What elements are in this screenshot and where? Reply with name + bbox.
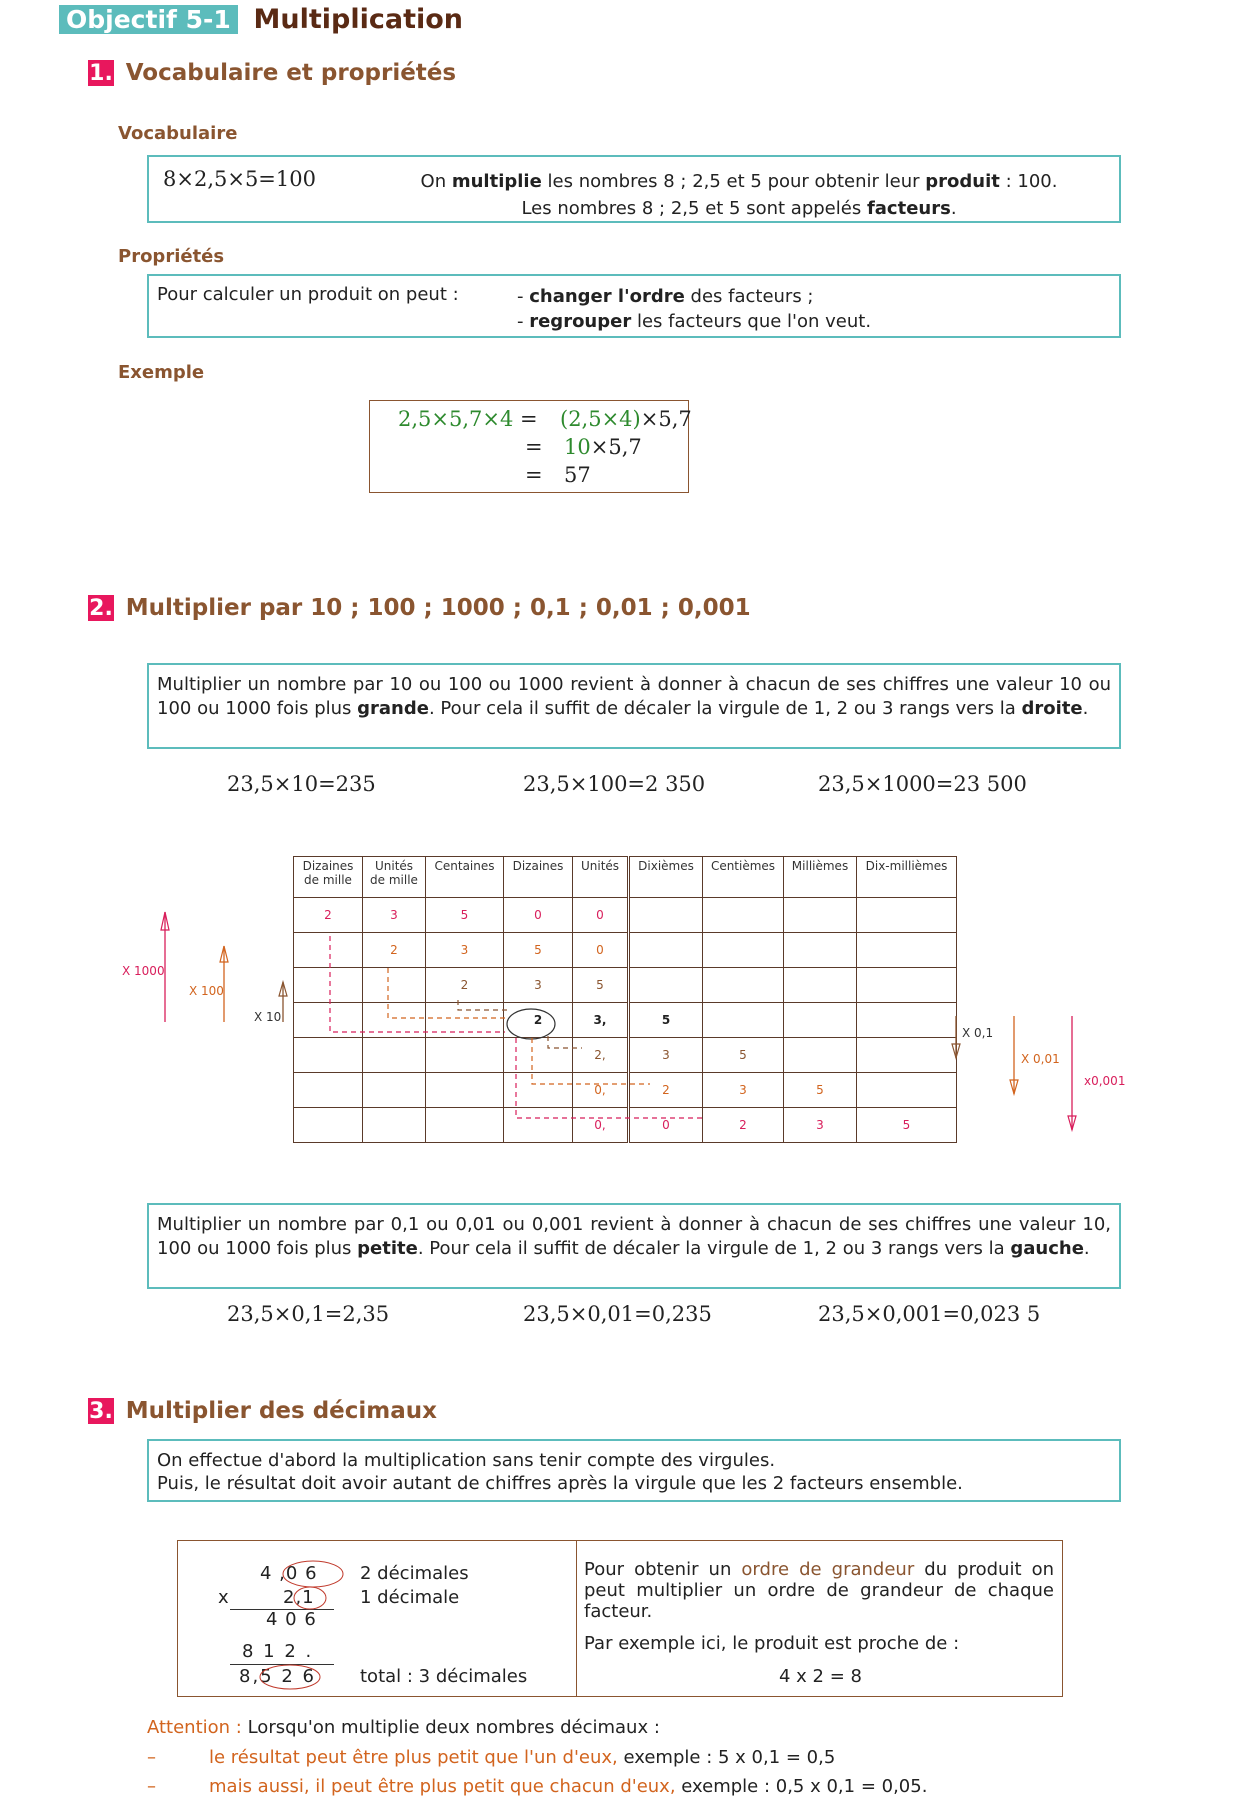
text: du produit on peut multiplier un ordre de grandeur de chaque facteur. <box>584 1559 1054 1622</box>
label-x10: X 10 <box>254 1010 282 1024</box>
text: exemple : 5 x 0,1 = 0,5 <box>617 1747 836 1768</box>
text: 10 <box>564 435 591 459</box>
column-header: Centaines <box>426 857 504 898</box>
column-header: Unités <box>573 857 629 898</box>
partial-product-1: 4 0 6 <box>266 1609 317 1630</box>
objective-tag: Objectif 5-1 <box>59 5 238 34</box>
label-decimals-b: 1 décimale <box>360 1587 460 1608</box>
highlight-circle <box>507 1009 555 1039</box>
text: Puis, le résultat doit avoir autant de chiffres après la virgule que les 2 facteurs ensemble. <box>157 1473 963 1494</box>
text: les nombres 8 ; 2,5 et 5 pour obtenir leur <box>541 171 926 192</box>
table-cell: 0, <box>573 1073 629 1108</box>
circle-decimals-b <box>294 1587 326 1609</box>
text: le résultat peut être plus petit que l'un d'eux, <box>209 1747 618 1768</box>
section-title: Vocabulaire et propriétés <box>125 60 457 86</box>
text: . Pour cela il suffit de décaler la virgule de 1, 2 ou 3 rangs vers la <box>428 698 1022 719</box>
bullet-text <box>209 1747 835 1768</box>
text-bold: droite <box>1021 698 1083 719</box>
bullet-1 <box>147 1747 836 1768</box>
table-cell: 5 <box>426 898 504 933</box>
example-x01: 23,5×0,1=2,35 <box>227 1302 390 1326</box>
text: - <box>517 286 530 307</box>
circle-decimals-result <box>260 1665 320 1689</box>
result: 8,5 2 6 <box>239 1666 316 1687</box>
example-x1000: 23,5×1000=23 500 <box>818 772 1027 796</box>
label-x001: X 0,01 <box>1021 1052 1060 1066</box>
section-number: 2. <box>89 596 113 621</box>
text: Les nombres 8 ; 2,5 et 5 sont appelés <box>521 198 867 219</box>
text: ×5,7 <box>590 435 642 459</box>
properties-lead: Pour calculer un produit on peut : <box>157 284 459 305</box>
text-bold: grande <box>357 698 429 719</box>
section-number: 3. <box>89 1399 113 1424</box>
text: exemple : 0,5 x 0,1 = 0,05. <box>675 1776 928 1797</box>
example-x0001: 23,5×0,001=0,023 5 <box>818 1302 1041 1326</box>
table-cell: 3 <box>504 968 573 1003</box>
section-title: Multiplier des décimaux <box>125 1398 437 1424</box>
text-bold: petite <box>357 1238 418 1259</box>
table-cell: 5 <box>573 968 629 1003</box>
order-example: Par exemple ici, le produit est proche de : <box>584 1633 960 1654</box>
table-cell: 2 <box>504 1003 573 1038</box>
table-cell: 2 <box>629 1073 703 1108</box>
column-header: Dizaines <box>504 857 573 898</box>
section-number: 1. <box>89 61 113 86</box>
table-cell: 3 <box>784 1108 857 1143</box>
table-cell: 3, <box>573 1003 629 1038</box>
table-cell: 3 <box>363 898 426 933</box>
table-cell: 0 <box>629 1108 703 1143</box>
shift-line-1000 <box>330 936 505 1032</box>
column-header: Centièmes <box>703 857 784 898</box>
text: Multiplier un nombre par 10 ou 100 ou 1000 revient à donner à chacun de ses chiffres une valeur 10 ou 100 ou 1000 fois plus <box>157 674 1111 719</box>
text-highlight: ordre de grandeur <box>741 1559 915 1580</box>
example-x001: 23,5×0,01=0,235 <box>523 1302 712 1326</box>
text: . <box>1082 698 1089 719</box>
text: : 100. <box>999 171 1058 192</box>
table-cell: 5 <box>784 1073 857 1108</box>
equals-sign: = <box>520 407 538 431</box>
text: ×5,7 <box>640 407 692 431</box>
shift-line-01 <box>548 1036 582 1048</box>
text: (2,5×4) <box>560 407 641 431</box>
example-step-3: 57 <box>564 463 591 487</box>
shift-line-10 <box>458 1000 508 1010</box>
table-cell: 0 <box>573 933 629 968</box>
table-cell: 5 <box>703 1038 784 1073</box>
table-cell: 0 <box>573 898 629 933</box>
rule-decimal-box <box>147 1439 1121 1502</box>
rule-decimal-text <box>157 1449 963 1495</box>
column-header: Millièmes <box>784 857 857 898</box>
order-of-magnitude-text <box>584 1559 1054 1622</box>
equals-sign: = <box>525 435 543 459</box>
column-header: Dizaines de mille <box>294 857 363 898</box>
label-x100: X 100 <box>189 984 224 998</box>
table-cell: 5 <box>629 1003 703 1038</box>
example-x10: 23,5×10=235 <box>227 772 376 796</box>
table-cell: 0, <box>573 1108 629 1143</box>
text: Multiplier un nombre par 0,1 ou 0,01 ou 0,001 revient à donner à chacun de ses chiffres une valeur 10, 100 ou 1000 fois plus <box>157 1214 1111 1259</box>
text-bold: multiplie <box>451 171 542 192</box>
table-cell: 2 <box>703 1108 784 1143</box>
text: . Pour cela il suffit de décaler la virgule de 1, 2 ou 3 rangs vers la <box>417 1238 1011 1259</box>
rule-divide-box <box>147 1203 1121 1289</box>
label-decimals-total: total : 3 décimales <box>360 1666 528 1687</box>
operand-a: 4 ,0 6 <box>260 1563 318 1584</box>
text-bold: regrouper <box>529 311 632 332</box>
text: - <box>517 311 530 332</box>
table-cell: 2, <box>573 1038 629 1073</box>
table-cell: 2 <box>294 898 363 933</box>
vocab-label: Vocabulaire <box>118 123 238 144</box>
section-3-heading <box>88 1398 437 1424</box>
table-cell: 0 <box>504 898 573 933</box>
table-cell: 2 <box>426 968 504 1003</box>
bullet-text <box>209 1776 927 1797</box>
vocab-formula: 8×2,5×5=100 <box>163 167 316 191</box>
table-cell: 3 <box>426 933 504 968</box>
attention-text: Lorsqu'on multiplie deux nombres décimaux : <box>241 1717 660 1738</box>
label-x01: X 0,1 <box>962 1026 994 1040</box>
column-header: Dix-millièmes <box>857 857 957 898</box>
times-sign: x <box>218 1587 229 1608</box>
table-cell: 5 <box>504 933 573 968</box>
text-bold: produit <box>925 171 1000 192</box>
column-header: Dixièmes <box>629 857 703 898</box>
attention-line <box>147 1717 660 1738</box>
text: des facteurs ; <box>684 286 814 307</box>
rule-divide-text <box>157 1213 1111 1261</box>
label-x0001: x0,001 <box>1084 1074 1126 1088</box>
table-cell: 3 <box>629 1038 703 1073</box>
circle-decimals-a <box>283 1561 343 1587</box>
bullet-dash: – <box>147 1747 156 1768</box>
text: mais aussi, il peut être plus petit que chacun d'eux, <box>209 1776 676 1797</box>
properties-label: Propriétés <box>118 246 225 267</box>
bullet-dash: – <box>147 1776 156 1797</box>
label-x1000: X 1000 <box>122 964 165 978</box>
table-cell: 3 <box>703 1073 784 1108</box>
text-bold: gauche <box>1010 1238 1084 1259</box>
order-calculation: 4 x 2 = 8 <box>779 1666 862 1687</box>
table-cell: 5 <box>857 1108 957 1143</box>
text: On effectue d'abord la multiplication sans tenir compte des virgules. <box>157 1450 776 1471</box>
attention-label: Attention : <box>147 1717 242 1738</box>
text: Pour obtenir un <box>584 1559 742 1580</box>
partial-product-2: 8 1 2 . <box>242 1641 314 1662</box>
example-lhs: 2,5×5,7×4 <box>398 407 514 431</box>
shift-line-001 <box>532 1038 650 1084</box>
text: les facteurs que l'on veut. <box>631 311 872 332</box>
page-title: Multiplication <box>253 4 464 35</box>
example-label: Exemple <box>118 362 205 383</box>
section-title: Multiplier par 10 ; 100 ; 1000 ; 0,1 ; 0,01 ; 0,001 <box>125 595 751 621</box>
text-bold: changer l'ordre <box>529 286 685 307</box>
text: On <box>420 171 452 192</box>
operand-b: 2,1 <box>283 1587 315 1608</box>
operation-box <box>177 1540 1063 1697</box>
equals-sign: = <box>525 463 543 487</box>
example-x100: 23,5×100=2 350 <box>523 772 706 796</box>
text: . <box>1083 1238 1090 1259</box>
text: . <box>950 198 957 219</box>
bullet-2 <box>147 1776 928 1797</box>
table-cell: 2 <box>363 933 426 968</box>
label-decimals-a: 2 décimales <box>360 1563 469 1584</box>
column-header: Unités de mille <box>363 857 426 898</box>
text-bold: facteurs <box>866 198 951 219</box>
shift-line-0001 <box>516 1038 706 1118</box>
